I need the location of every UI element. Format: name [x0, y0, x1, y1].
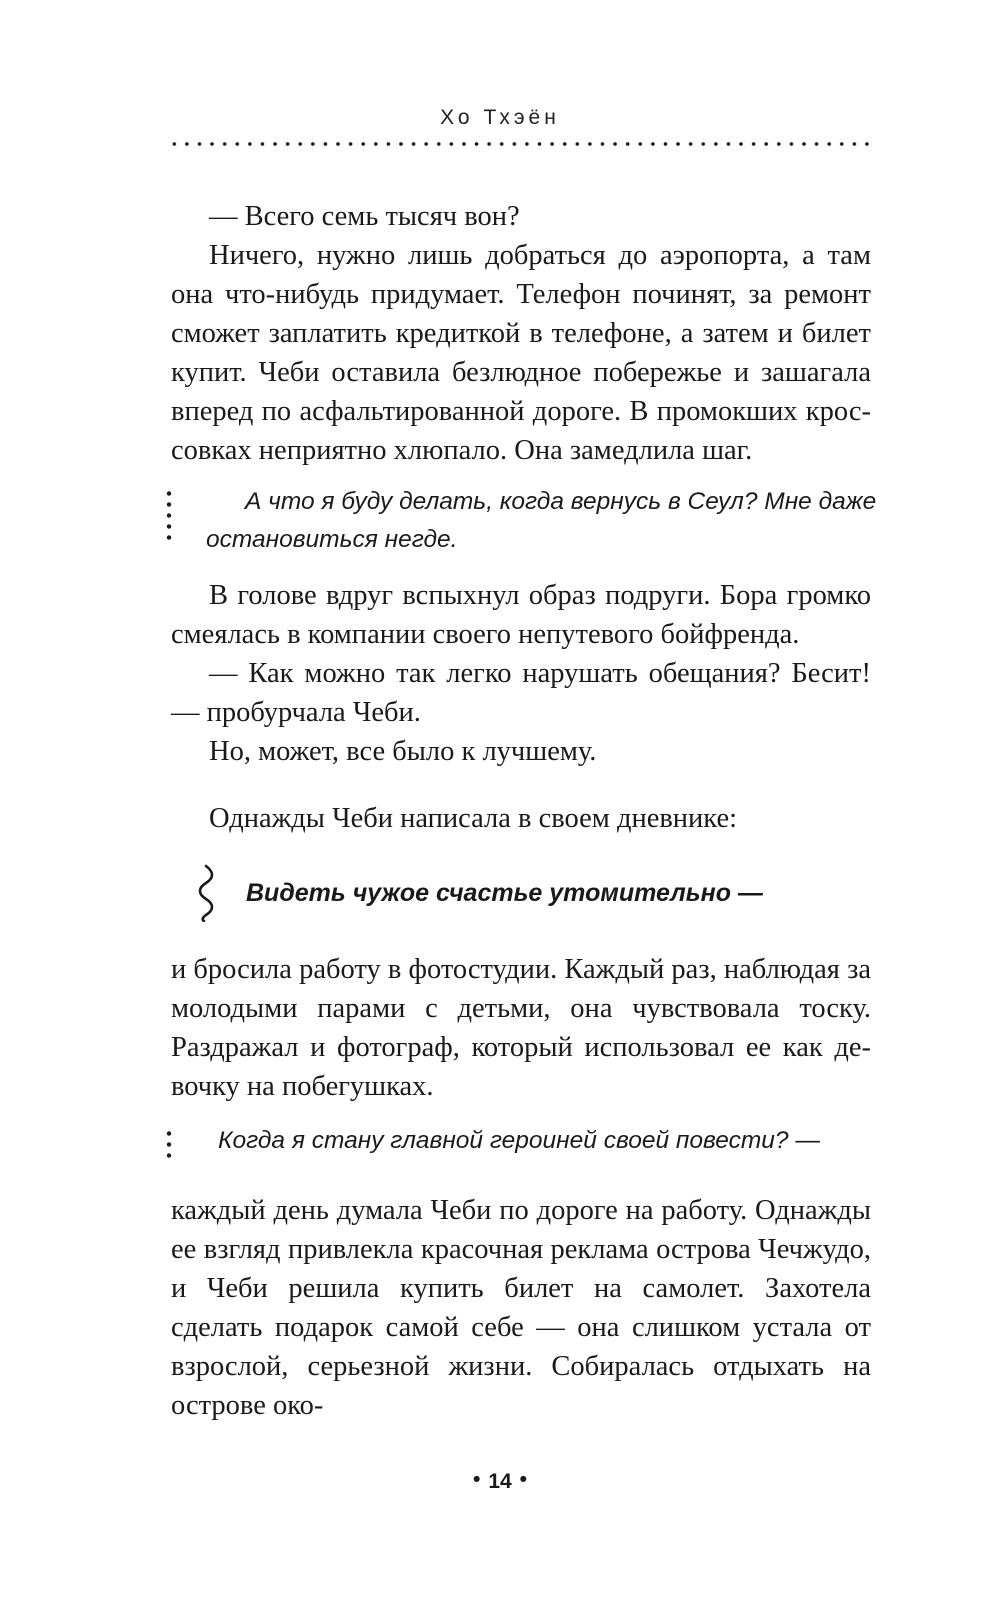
- paragraph: Ничего, нужно лишь добраться до аэропорта, а там она что-нибудь придумает. Телефон починят, за ремонт сможет заплатить кредиткой в телефоне, а затем и билет купит. Чеби оставила безлюдное побережье и зашагала вперед по асфальтированной дороге. В промокших кроссовках неприятно хлюпало. Она замедлила шаг.: [171, 240, 871, 466]
- page-number: [0, 1470, 1000, 1494]
- paragraph: каждый день думала Чеби по дороге на работу. Однажды ее взгляд привлекла красочная реклама острова Чечжудо, и Чеби решила купить билет на самолет. Захотела сделать подарок самой себе — она слишком устала от взрослой, серьезной жизни. Собиралась отдыхать на острове око-: [171, 1195, 871, 1421]
- paragraph: В голове вдруг вспыхнул образ подруги. Бора громко смеялась в компании своего непутевого бойфренда.: [171, 580, 871, 650]
- text-block-5: [171, 1191, 871, 1425]
- page-number-value: 14: [488, 1470, 512, 1493]
- text-block-3: [171, 799, 871, 838]
- note-line: А что я буду делать, когда вернусь в Сеул? Мне даже: [245, 488, 877, 515]
- text-block-2: [171, 576, 871, 771]
- header-dotted-rule: [168, 140, 874, 148]
- text-block-1: [171, 197, 871, 470]
- inner-thought-note: Когда я стану главной героиней своей повести? —: [218, 1127, 820, 1154]
- paragraph: — Всего семь тысяч вон?: [209, 201, 520, 232]
- text-block-4: [171, 950, 871, 1106]
- dotted-margin-mark: [165, 1128, 173, 1158]
- paragraph: Но, может, все было к лучшему.: [209, 736, 597, 767]
- bullet-icon: •: [519, 1468, 528, 1491]
- diary-quote: Видеть чужое счастье утомительно —: [246, 879, 763, 907]
- note-line: остановиться негде.: [206, 526, 458, 553]
- inner-thought-note: [171, 483, 876, 559]
- paragraph: Однажды Чеби написала в своем дневнике:: [209, 803, 738, 834]
- bullet-icon: •: [472, 1468, 481, 1491]
- paragraph: — Как можно так легко нарушать обещания? Бесит! — пробурчала Чеби.: [171, 658, 871, 728]
- running-head-author: Хо Тхэён: [440, 106, 560, 129]
- paragraph: и бросила работу в фотостудии. Каждый раз, наблюдая за молодыми парами с детьми, она чувствовала тоску. Раздражал и фотограф, который использовал ее как девочку на побегушках.: [171, 954, 871, 1102]
- squiggle-margin-mark: [198, 864, 218, 922]
